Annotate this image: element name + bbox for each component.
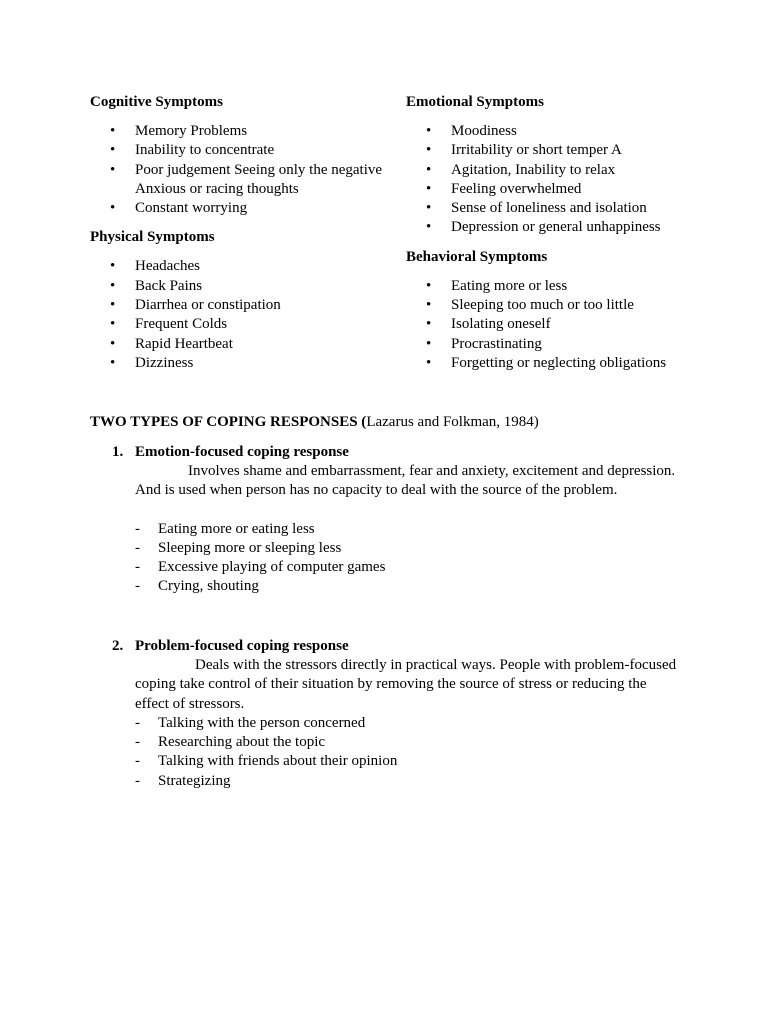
bullet-icon: • [426, 200, 432, 217]
list-item: • Memory Problems [90, 122, 390, 141]
bullet-icon: • [110, 277, 116, 294]
bullet-icon: • [110, 316, 116, 333]
coping-type-2-title: Problem-focused coping response [135, 638, 349, 654]
bullet-icon: • [426, 335, 432, 352]
list-item: • Frequent Colds [90, 315, 390, 334]
coping-responses-title [90, 413, 690, 432]
list-item: • Procrastinating [406, 335, 726, 354]
bullet-icon: • [426, 297, 432, 314]
list-item: - Eating more or eating less [135, 520, 690, 539]
list-item: - Talking with the person concerned [135, 714, 690, 733]
list-item: - Researching about the topic [135, 733, 690, 752]
list-number: 1. [112, 444, 124, 460]
bullet-icon: • [110, 354, 116, 371]
coping-type-1-title: Emotion-focused coping response [135, 444, 349, 460]
list-item: • Eating more or less [406, 277, 726, 296]
list-item: • Poor judgement Seeing only the negative Anxious or racing thoughts [110, 161, 383, 197]
dash-icon: - [135, 753, 140, 770]
list-item: • Sense of loneliness and isolation [406, 199, 726, 218]
list-item: • Dizziness [90, 354, 390, 373]
coping-type-1-header [90, 443, 690, 462]
dash-icon: - [135, 578, 140, 595]
list-item: • Sleeping too much or too little [406, 296, 726, 315]
physical-symptoms-heading: Physical Symptoms [90, 229, 215, 246]
cognitive-symptoms-list [90, 122, 390, 218]
behavioral-symptoms-heading: Behavioral Symptoms [406, 248, 548, 265]
coping-title-citation: Lazarus and Folkman, 1984) [366, 414, 539, 430]
bullet-icon: • [426, 123, 432, 139]
list-item: • Headaches [90, 257, 390, 276]
list-item: • Rapid Heartbeat [90, 335, 390, 354]
list-item: • Feeling overwhelmed [406, 180, 726, 199]
bullet-icon: • [426, 219, 432, 236]
list-item: • Depression or general unhappiness [406, 218, 726, 237]
list-item: - Excessive playing of computer games [135, 558, 690, 577]
bullet-icon: • [110, 258, 116, 275]
dash-icon: - [135, 772, 140, 789]
bullet-icon: • [110, 142, 116, 159]
list-item: • Constant worrying [90, 199, 390, 218]
bullet-icon: • [426, 161, 432, 178]
coping-type-1-examples [135, 520, 690, 597]
list-item: • Inability to concentrate [90, 141, 390, 160]
coping-type-2-description: Deals with the stressors directly in practical ways. People with problem-focused coping take control of their situation by removing the source of stress or reducing the effect of stressors. [135, 657, 677, 712]
dash-icon: - [135, 520, 140, 537]
bullet-icon: • [110, 161, 116, 178]
behavioral-symptoms-list [406, 277, 726, 373]
dash-icon: - [135, 734, 140, 751]
bullet-icon: • [110, 123, 116, 139]
bullet-icon: • [426, 180, 432, 197]
list-item: - Talking with friends about their opinion [135, 752, 690, 771]
bullet-icon: • [426, 354, 432, 371]
right-column [406, 93, 726, 383]
coping-type-2-examples [135, 714, 690, 791]
bullet-icon: • [110, 297, 116, 314]
coping-type-2 [90, 637, 690, 791]
coping-title-bold: TWO TYPES OF COPING RESPONSES ( [90, 414, 367, 430]
list-item: • Agitation, Inability to relax [406, 161, 726, 180]
list-item: • Isolating oneself [406, 315, 726, 334]
coping-type-1-description: Involves shame and embarrassment, fear and anxiety, excitement and depression. And is used when person has no capacity to deal with the source of the problem. [135, 463, 676, 499]
list-item: - Sleeping more or sleeping less [135, 539, 690, 558]
left-column [90, 93, 390, 383]
cognitive-symptoms-heading: Cognitive Symptoms [90, 94, 223, 110]
dash-icon: - [135, 714, 140, 731]
physical-symptoms-list [90, 257, 390, 373]
list-item: • Back Pains [90, 277, 390, 296]
list-number: 2. [112, 638, 124, 654]
coping-type-2-header [90, 637, 690, 656]
list-item: • Moodiness [406, 122, 726, 141]
coping-type-1 [90, 443, 690, 597]
dash-icon: - [135, 559, 140, 576]
list-item: - Strategizing [135, 772, 690, 791]
emotional-symptoms-list [406, 122, 726, 238]
list-item: - Crying, shouting [135, 577, 690, 596]
bullet-icon: • [110, 335, 116, 352]
bullet-icon: • [426, 316, 432, 333]
list-item: • Diarrhea or constipation [90, 296, 390, 315]
bullet-icon: • [110, 200, 116, 217]
list-item: • Irritability or short temper A [406, 141, 726, 160]
emotional-symptoms-heading: Emotional Symptoms [406, 94, 544, 110]
bullet-icon: • [426, 277, 432, 294]
list-item: • Forgetting or neglecting obligations [406, 354, 726, 373]
dash-icon: - [135, 539, 140, 556]
bullet-icon: • [426, 142, 432, 159]
